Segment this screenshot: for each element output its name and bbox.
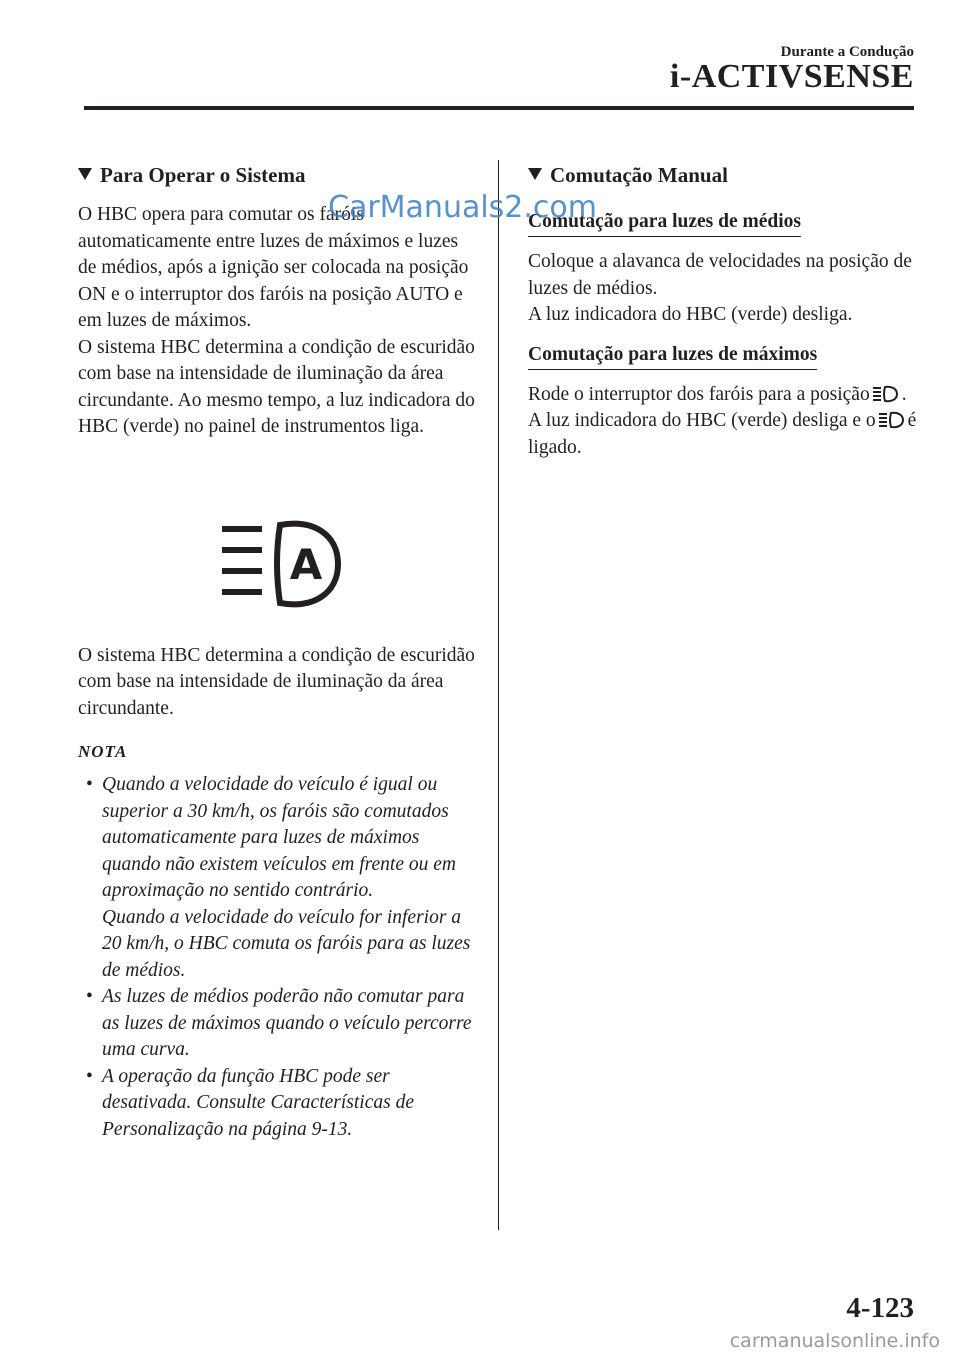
section-heading-text: Para Operar o Sistema xyxy=(100,163,306,187)
left-column xyxy=(78,160,478,1143)
watermark-carmanuals2: CarManuals2.com xyxy=(328,190,598,225)
running-header-section: Durante a Condução xyxy=(780,44,914,60)
paragraph-low-beam-instruction: Coloque a alavanca de velocidades na posição de luzes de médios. xyxy=(528,251,912,299)
high-beam-icon xyxy=(878,411,904,429)
note-item xyxy=(78,1064,478,1144)
hbc-auto-headlight-icon xyxy=(218,517,344,613)
high-beam-icon xyxy=(872,385,898,403)
note-text: Quando a velocidade do veículo é igual ou superior a 30 km/h, os faróis são comutados automaticamente para luzes de máximos quando não existem veículos em frente ou em aproximação no sentido contrário. xyxy=(102,774,456,901)
high-beam-instruction-end: . xyxy=(901,383,907,405)
paragraph-hbc-darkness-repeat: O sistema HBC determina a condição de escuridão com base na intensidade de iluminação da área circundante. xyxy=(78,644,475,719)
paragraph-hbc-darkness: O sistema HBC determina a condição de escuridão com base na intensidade de iluminação da área circundante. Ao mesmo tempo, a luz indicadora do HBC (verde) no painel de instrumentos liga. xyxy=(78,336,475,437)
section-heading-operate xyxy=(78,160,478,190)
note-list xyxy=(78,772,478,1143)
note-text: A operação da função HBC pode ser desativada. Consulte Características de Personalização na página 9-13. xyxy=(102,1065,414,1140)
note-bullet: • xyxy=(86,1065,93,1087)
svg-text:A: A xyxy=(289,539,323,589)
column-divider xyxy=(498,160,499,1230)
note-text: As luzes de médios poderão não comutar para as luzes de máximos quando o veículo percorre uma curva. xyxy=(102,986,472,1060)
high-beam-instruction-text: Rode o interruptor dos faróis para a posição xyxy=(528,383,870,405)
note-bullet: • xyxy=(86,986,93,1007)
high-beam-indicator-text: A luz indicadora do HBC (verde) desliga e o xyxy=(528,410,876,431)
note-item xyxy=(78,984,478,1064)
high-beam-indicator-end: é ligado. xyxy=(528,410,917,458)
note-bullet: • xyxy=(86,774,93,795)
note-item xyxy=(78,772,478,984)
paragraph-high-beam-instruction xyxy=(528,382,928,409)
paragraph-high-beam-indicator xyxy=(528,408,928,461)
subheading-low-beam: Comutação para luzes de médios xyxy=(528,210,801,237)
header-rule xyxy=(84,106,914,110)
section-heading-manual xyxy=(528,160,928,190)
page-number: 4-123 xyxy=(846,1292,914,1324)
watermark-carmanualsonline: carmanualsonline.info xyxy=(729,1330,940,1352)
running-header-title: i-ACTIVSENSE xyxy=(669,58,914,95)
note-text-continued: Quando a velocidade do veículo for inferior a 20 km/h, o HBC comuta os faróis para as luzes de médios. xyxy=(102,906,471,981)
section-heading-text: Comutação Manual xyxy=(550,163,728,187)
paragraph-hbc-operation: O HBC opera para comutar os faróis automaticamente entre luzes de máximos e luzes de médios, após a ignição ser colocada na posição ON e o interruptor dos faróis na posição AUTO e em luzes de máximos. xyxy=(78,204,469,331)
triangle-bullet-icon xyxy=(528,168,542,180)
note-label: NOTA xyxy=(78,742,128,761)
paragraph-low-beam-indicator: A luz indicadora do HBC (verde) desliga. xyxy=(528,304,853,325)
triangle-bullet-icon xyxy=(78,168,92,180)
subheading-high-beam: Comutação para luzes de máximos xyxy=(528,343,817,370)
